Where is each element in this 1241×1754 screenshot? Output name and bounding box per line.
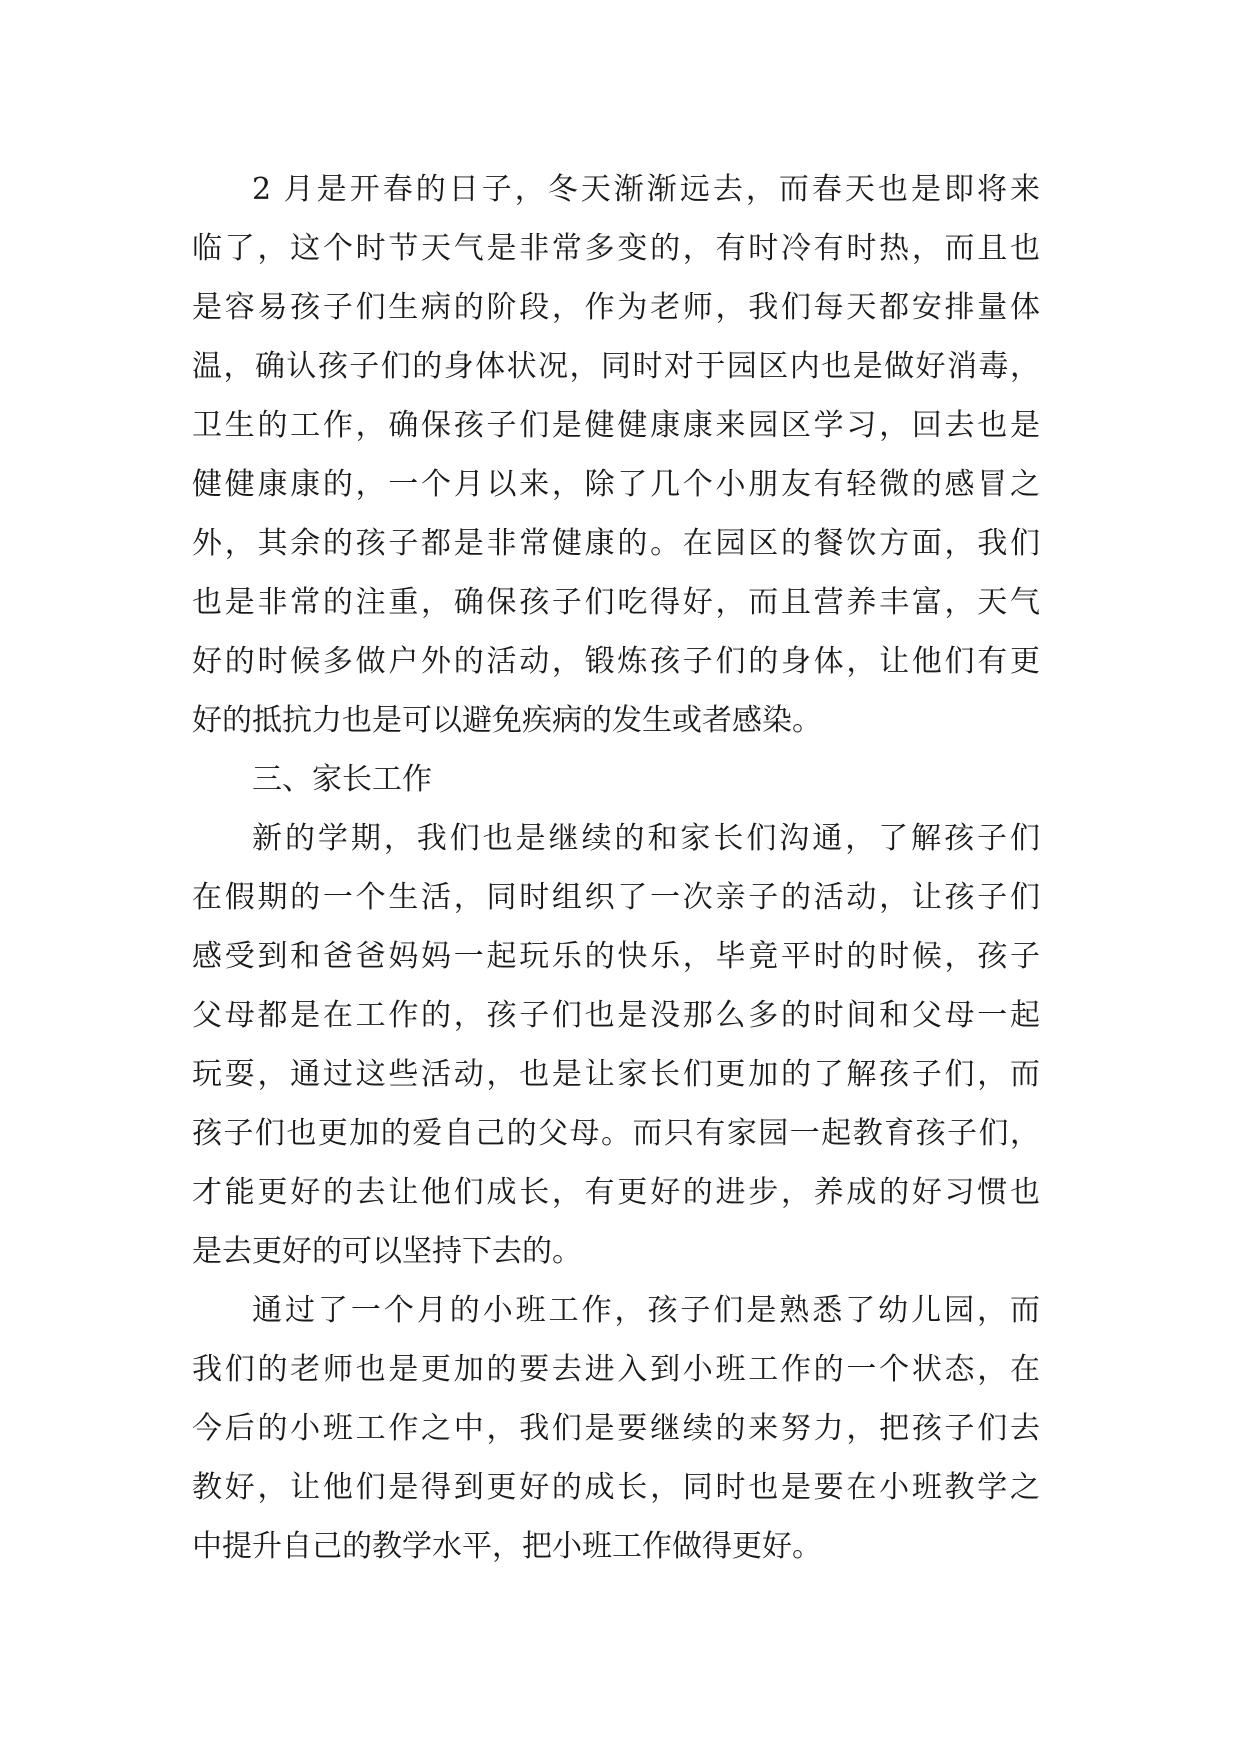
paragraph-3-line-5: 玩耍，通过这些活动，也是让家长们更加的了解孩子们，而 xyxy=(192,1057,1040,1092)
document-body xyxy=(192,160,1052,1576)
paragraph-1-line-8: 也是非常的注重，确保孩子们吃得好，而且营养丰富，天气 xyxy=(192,585,1040,620)
paragraph-1-line-9: 好的时候多做户外的活动，锻炼孩子们的身体，让他们有更 xyxy=(192,644,1040,679)
paragraph-3-line-7: 才能更好的去让他们成长，有更好的进步，养成的好习惯也 xyxy=(192,1175,1040,1210)
paragraph-3-line-8: 是去更好的可以坚持下去的。 xyxy=(192,1234,582,1269)
paragraph-1-line-7: 外，其余的孩子都是非常健康的。在园区的餐饮方面，我们 xyxy=(192,526,1040,561)
paragraph-4-line-5: 中提升自己的教学水平，把小班工作做得更好。 xyxy=(192,1529,822,1564)
paragraph-4-line-1: 通过了一个月的小班工作，孩子们是熟悉了幼儿园，而 xyxy=(252,1293,1040,1328)
paragraph-3-line-3: 感受到和爸爸妈妈一起玩乐的快乐，毕竟平时的时候，孩子 xyxy=(192,939,1040,974)
paragraph-1-line-6: 健健康康的，一个月以来，除了几个小朋友有轻微的感冒之 xyxy=(192,467,1040,502)
paragraph-1-line-5: 卫生的工作，确保孩子们是健健康康来园区学习，回去也是 xyxy=(192,408,1040,443)
paragraph-1-line-4: 温，确认孩子们的身体状况，同时对于园区内也是做好消毒， xyxy=(192,349,1040,384)
paragraph-3-line-2: 在假期的一个生活，同时组织了一次亲子的活动，让孩子们 xyxy=(192,880,1040,915)
paragraph-3-line-6: 孩子们也更加的爱自己的父母。而只有家园一起教育孩子们， xyxy=(192,1116,1040,1151)
paragraph-3-line-1: 新的学期，我们也是继续的和家长们沟通，了解孩子们 xyxy=(252,821,1040,856)
paragraph-1-line-3: 是容易孩子们生病的阶段，作为老师，我们每天都安排量体 xyxy=(192,290,1040,325)
section-heading-parent-work: 三、家长工作 xyxy=(252,762,432,797)
paragraph-1-line-2: 临了，这个时节天气是非常多变的，有时冷有时热，而且也 xyxy=(192,231,1040,266)
paragraph-4-line-3: 今后的小班工作之中，我们是要继续的来努力，把孩子们去 xyxy=(192,1411,1040,1446)
paragraph-1-line-10: 好的抵抗力也是可以避免疾病的发生或者感染。 xyxy=(192,703,822,738)
paragraph-4-line-2: 我们的老师也是更加的要去进入到小班工作的一个状态，在 xyxy=(192,1352,1040,1387)
paragraph-4-line-4: 教好，让他们是得到更好的成长，同时也是要在小班教学之 xyxy=(192,1470,1040,1505)
paragraph-1-line-1: 2 月是开春的日子，冬天渐渐远去，而春天也是即将来 xyxy=(252,172,1040,207)
paragraph-3-line-4: 父母都是在工作的，孩子们也是没那么多的时间和父母一起 xyxy=(192,998,1040,1033)
